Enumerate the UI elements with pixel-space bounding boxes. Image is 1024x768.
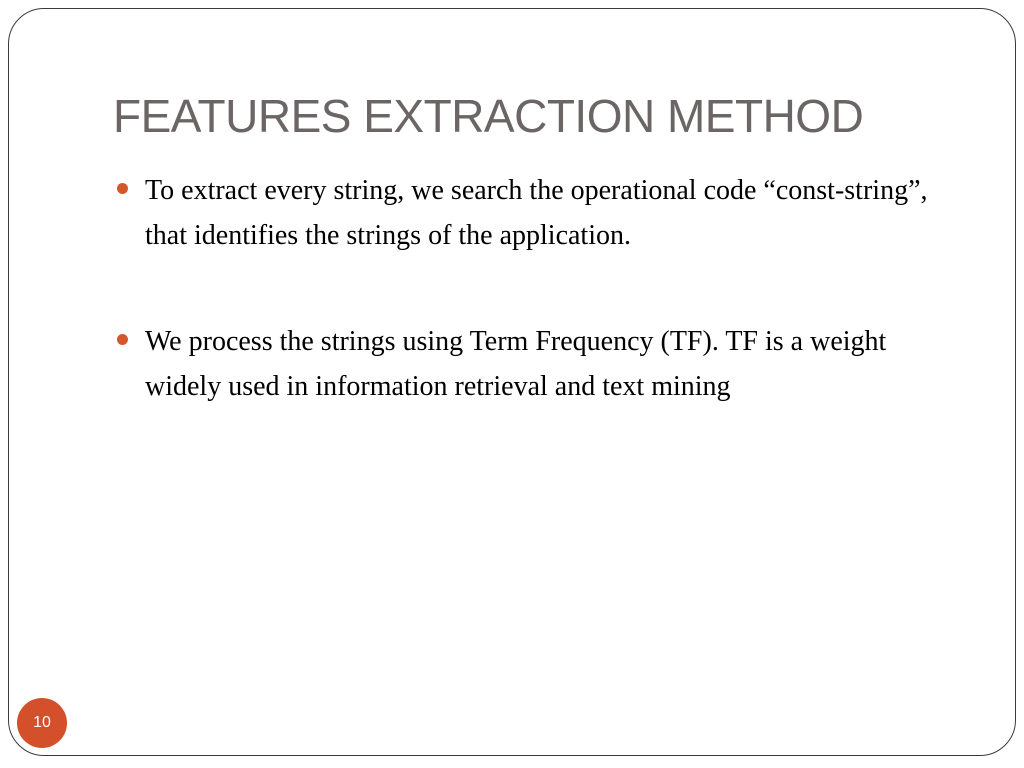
bullet-text: To extract every string, we search the operational code “const-string”, that identifies the strings of the application. (145, 175, 928, 251)
bullet-dot-icon (117, 334, 128, 345)
bullet-item (112, 168, 952, 258)
bullet-dot-icon (117, 183, 128, 194)
bullet-item (112, 319, 952, 409)
bullet-text: We process the strings using Term Frequency (TF). TF is a weight widely used in information retrieval and text mining (145, 326, 887, 402)
slide-title: FEATURES EXTRACTION METHOD (113, 90, 864, 142)
bullet-list (112, 168, 952, 470)
page-number-badge: 10 (17, 698, 67, 748)
